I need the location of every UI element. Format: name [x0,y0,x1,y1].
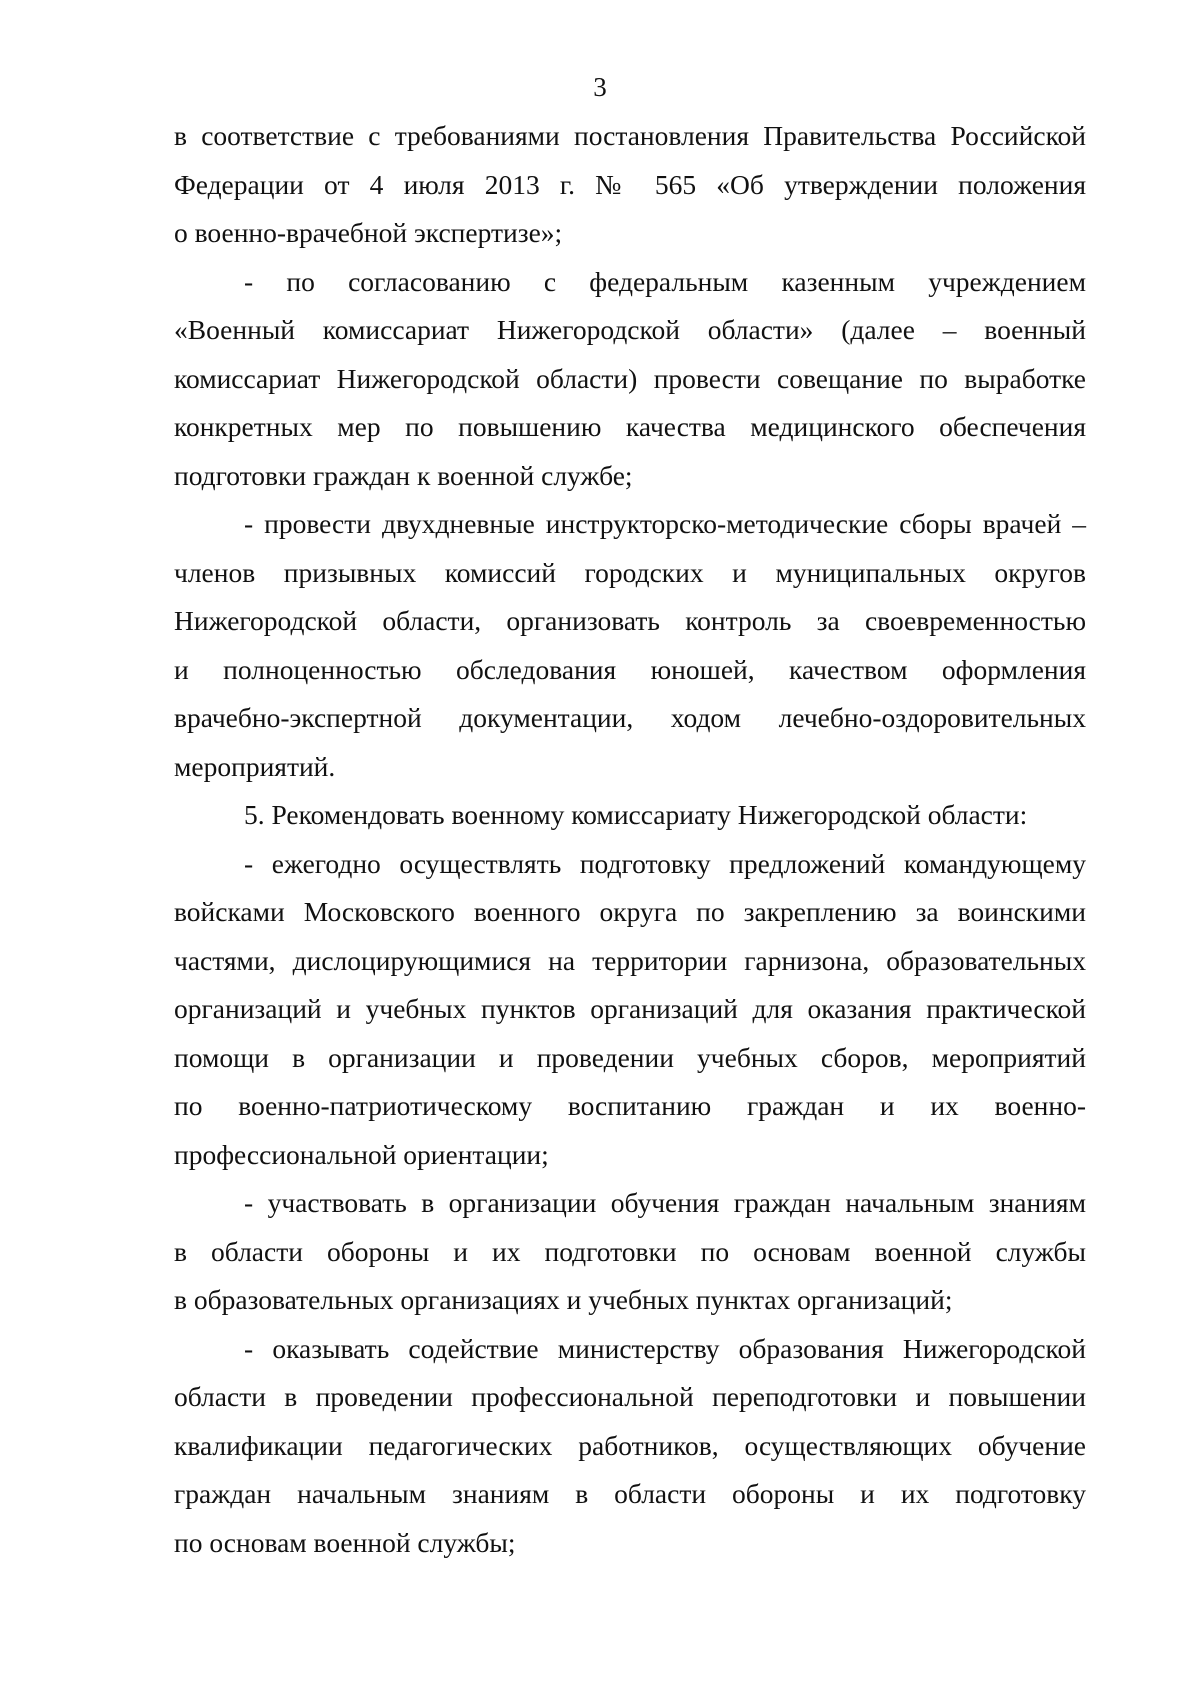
paragraph-line: Федерации от 4 июля 2013 г. № 565 «Об утверждении положения [174,168,1086,200]
paragraph [174,500,1086,791]
paragraph-line: - участвовать в организации обучения граждан начальным знаниям [244,1187,1086,1218]
paragraph-line: 5. Рекомендовать военному комиссариату Нижегородской области: [244,799,1028,830]
paragraph-line: по военно-патриотическому воспитанию граждан и их военно- [174,1090,1086,1121]
paragraph-line: в области обороны и их подготовки по основам военной службы [174,1235,1086,1267]
paragraph-line: области в проведении профессиональной переподготовки и повышении [174,1381,1086,1412]
paragraph-line: врачебно-экспертной документации, ходом лечебно-оздоровительных [174,702,1086,733]
paragraph-line: - ежегодно осуществлять подготовку предложений командующему [244,847,1086,879]
paragraph [174,1179,1086,1325]
paragraph [174,791,1086,840]
paragraph [174,1325,1086,1568]
paragraph-line: профессиональной ориентации; [174,1138,549,1170]
paragraph-line: комиссариат Нижегородской области) провести совещание по выработке [174,362,1086,394]
paragraph-line: граждан начальным знаниям в области обороны и их подготовку [174,1478,1086,1509]
paragraph [174,258,1086,501]
paragraph-line: конкретных мер по повышению качества медицинского обеспечения [174,411,1086,442]
paragraph-line: о военно-врачебной экспертизе»; [174,217,563,248]
paragraph-line: «Военный комиссариат Нижегородской области» (далее – военный [174,314,1086,345]
paragraph-line: по основам военной службы; [174,1526,516,1558]
paragraph-line: в образовательных организациях и учебных пунктах организаций; [174,1284,953,1315]
paragraph-line: и полноценностью обследования юношей, качеством оформления [174,653,1086,685]
paragraph-line: мероприятий. [174,750,336,782]
document-body [174,112,1086,1567]
paragraph-line: - по согласованию с федеральным казенным учреждением [244,265,1086,297]
paragraph [174,840,1086,1180]
paragraph [174,112,1086,258]
paragraph-line: организаций и учебных пунктов организаций для оказания практической [174,993,1086,1024]
paragraph-line: - оказывать содействие министерству образования Нижегородской [244,1332,1086,1364]
paragraph-line: Нижегородской области, организовать контроль за своевременностью [174,605,1086,636]
paragraph-line: - провести двухдневные инструкторско-методические сборы врачей – [244,508,1086,539]
page-number: 3 [593,72,607,102]
paragraph-line: частями, дислоцирующимися на территории гарнизона, образовательных [174,944,1086,976]
paragraph-line: войсками Московского военного округа по закреплению за воинскими [174,896,1086,927]
paragraph-line: членов призывных комиссий городских и муниципальных округов [174,556,1086,588]
paragraph-line: помощи в организации и проведении учебных сборов, мероприятий [174,1041,1086,1073]
paragraph-line: в соответствие с требованиями постановления Правительства Российской [174,120,1086,151]
paragraph-line: подготовки граждан к военной службе; [174,459,633,491]
paragraph-line: квалификации педагогических работников, осуществляющих обучение [174,1429,1086,1461]
